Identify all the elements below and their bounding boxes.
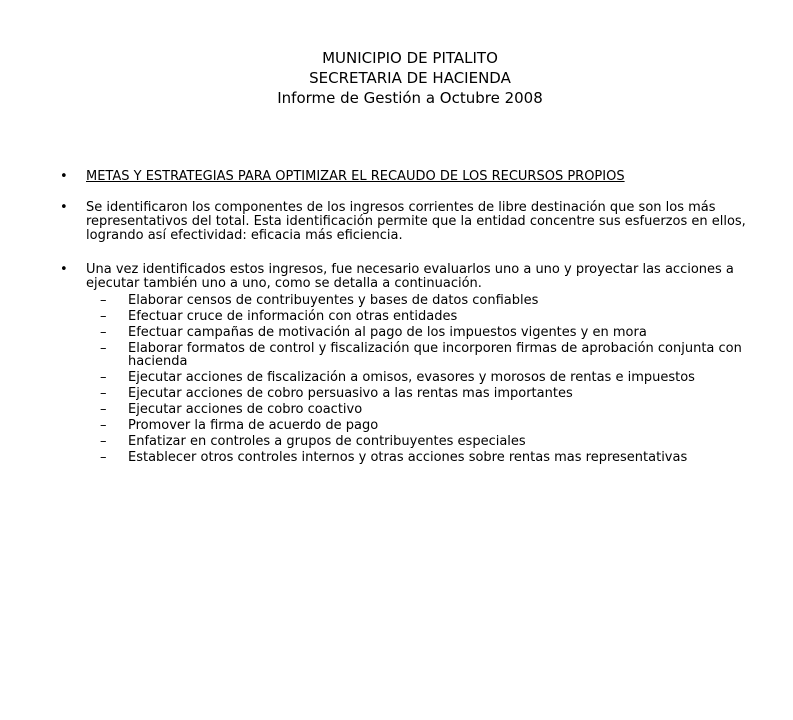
dash-icon: – [100,325,107,340]
action-item [60,387,750,400]
action-item [60,403,750,416]
action-text: Establecer otros controles internos y otras acciones sobre rentas mas representativas [128,450,688,465]
action-item [60,294,750,307]
paragraph-text: Una vez identificados estos ingresos, fue necesario evaluarlos uno a uno y proyectar las acciones a ejecutar también uno a uno, como se detalla a continuación. [86,262,734,291]
action-text: Efectuar campañas de motivación al pago de los impuestos vigentes y en mora [128,325,647,340]
document-header [0,48,793,108]
action-text: Enfatizar en controles a grupos de contribuyentes especiales [128,434,526,449]
dash-icon: – [100,341,107,356]
action-text: Elaborar formatos de control y fiscalización que incorporen firmas de aprobación conjunta con hacienda [128,341,742,369]
dash-icon: – [100,418,107,433]
action-text: Ejecutar acciones de cobro coactivo [128,402,363,417]
department-title: SECRETARIA DE HACIENDA [309,69,511,87]
action-text: Elaborar censos de contribuyentes y bases de datos confiables [128,293,539,308]
dash-icon: – [100,402,107,417]
bullet-icon: • [60,200,68,215]
dash-icon: – [100,450,107,465]
action-text: Ejecutar acciones de fiscalización a omisos, evasores y morosos de rentas e impuestos [128,370,695,385]
section-heading: METAS Y ESTRATEGIAS PARA OPTIMIZAR EL RECAUDO DE LOS RECURSOS PROPIOS [86,169,625,184]
dash-icon: – [100,370,107,385]
action-item [60,451,750,464]
dash-icon: – [100,309,107,324]
action-item [60,310,750,323]
bullet-icon: • [60,169,68,184]
dash-icon: – [100,293,107,308]
actions-list [60,294,750,464]
action-text: Promover la firma de acuerdo de pago [128,418,379,433]
document-body [60,170,750,467]
report-title: Informe de Gestión a Octubre 2008 [277,89,543,107]
bullet-heading [60,170,750,184]
dash-icon: – [100,386,107,401]
dash-icon: – [100,434,107,449]
action-item [60,435,750,448]
paragraph-text: Se identificaron los componentes de los ingresos corrientes de libre destinación que son los más representativos del total. Esta identificación permite que la entidad concentre sus esfuerzos en ellos, logrando así efectividad: eficacia más eficiencia. [86,200,746,243]
bullet-paragraph-2 [60,263,750,291]
action-item [60,419,750,432]
bullet-paragraph-1 [60,201,750,243]
action-item [60,371,750,384]
action-text: Efectuar cruce de información con otras entidades [128,309,458,324]
action-item [60,326,750,339]
bullet-icon: • [60,262,68,277]
action-item [60,342,750,368]
action-text: Ejecutar acciones de cobro persuasivo a las rentas mas importantes [128,386,573,401]
municipality-title: MUNICIPIO DE PITALITO [322,49,498,67]
